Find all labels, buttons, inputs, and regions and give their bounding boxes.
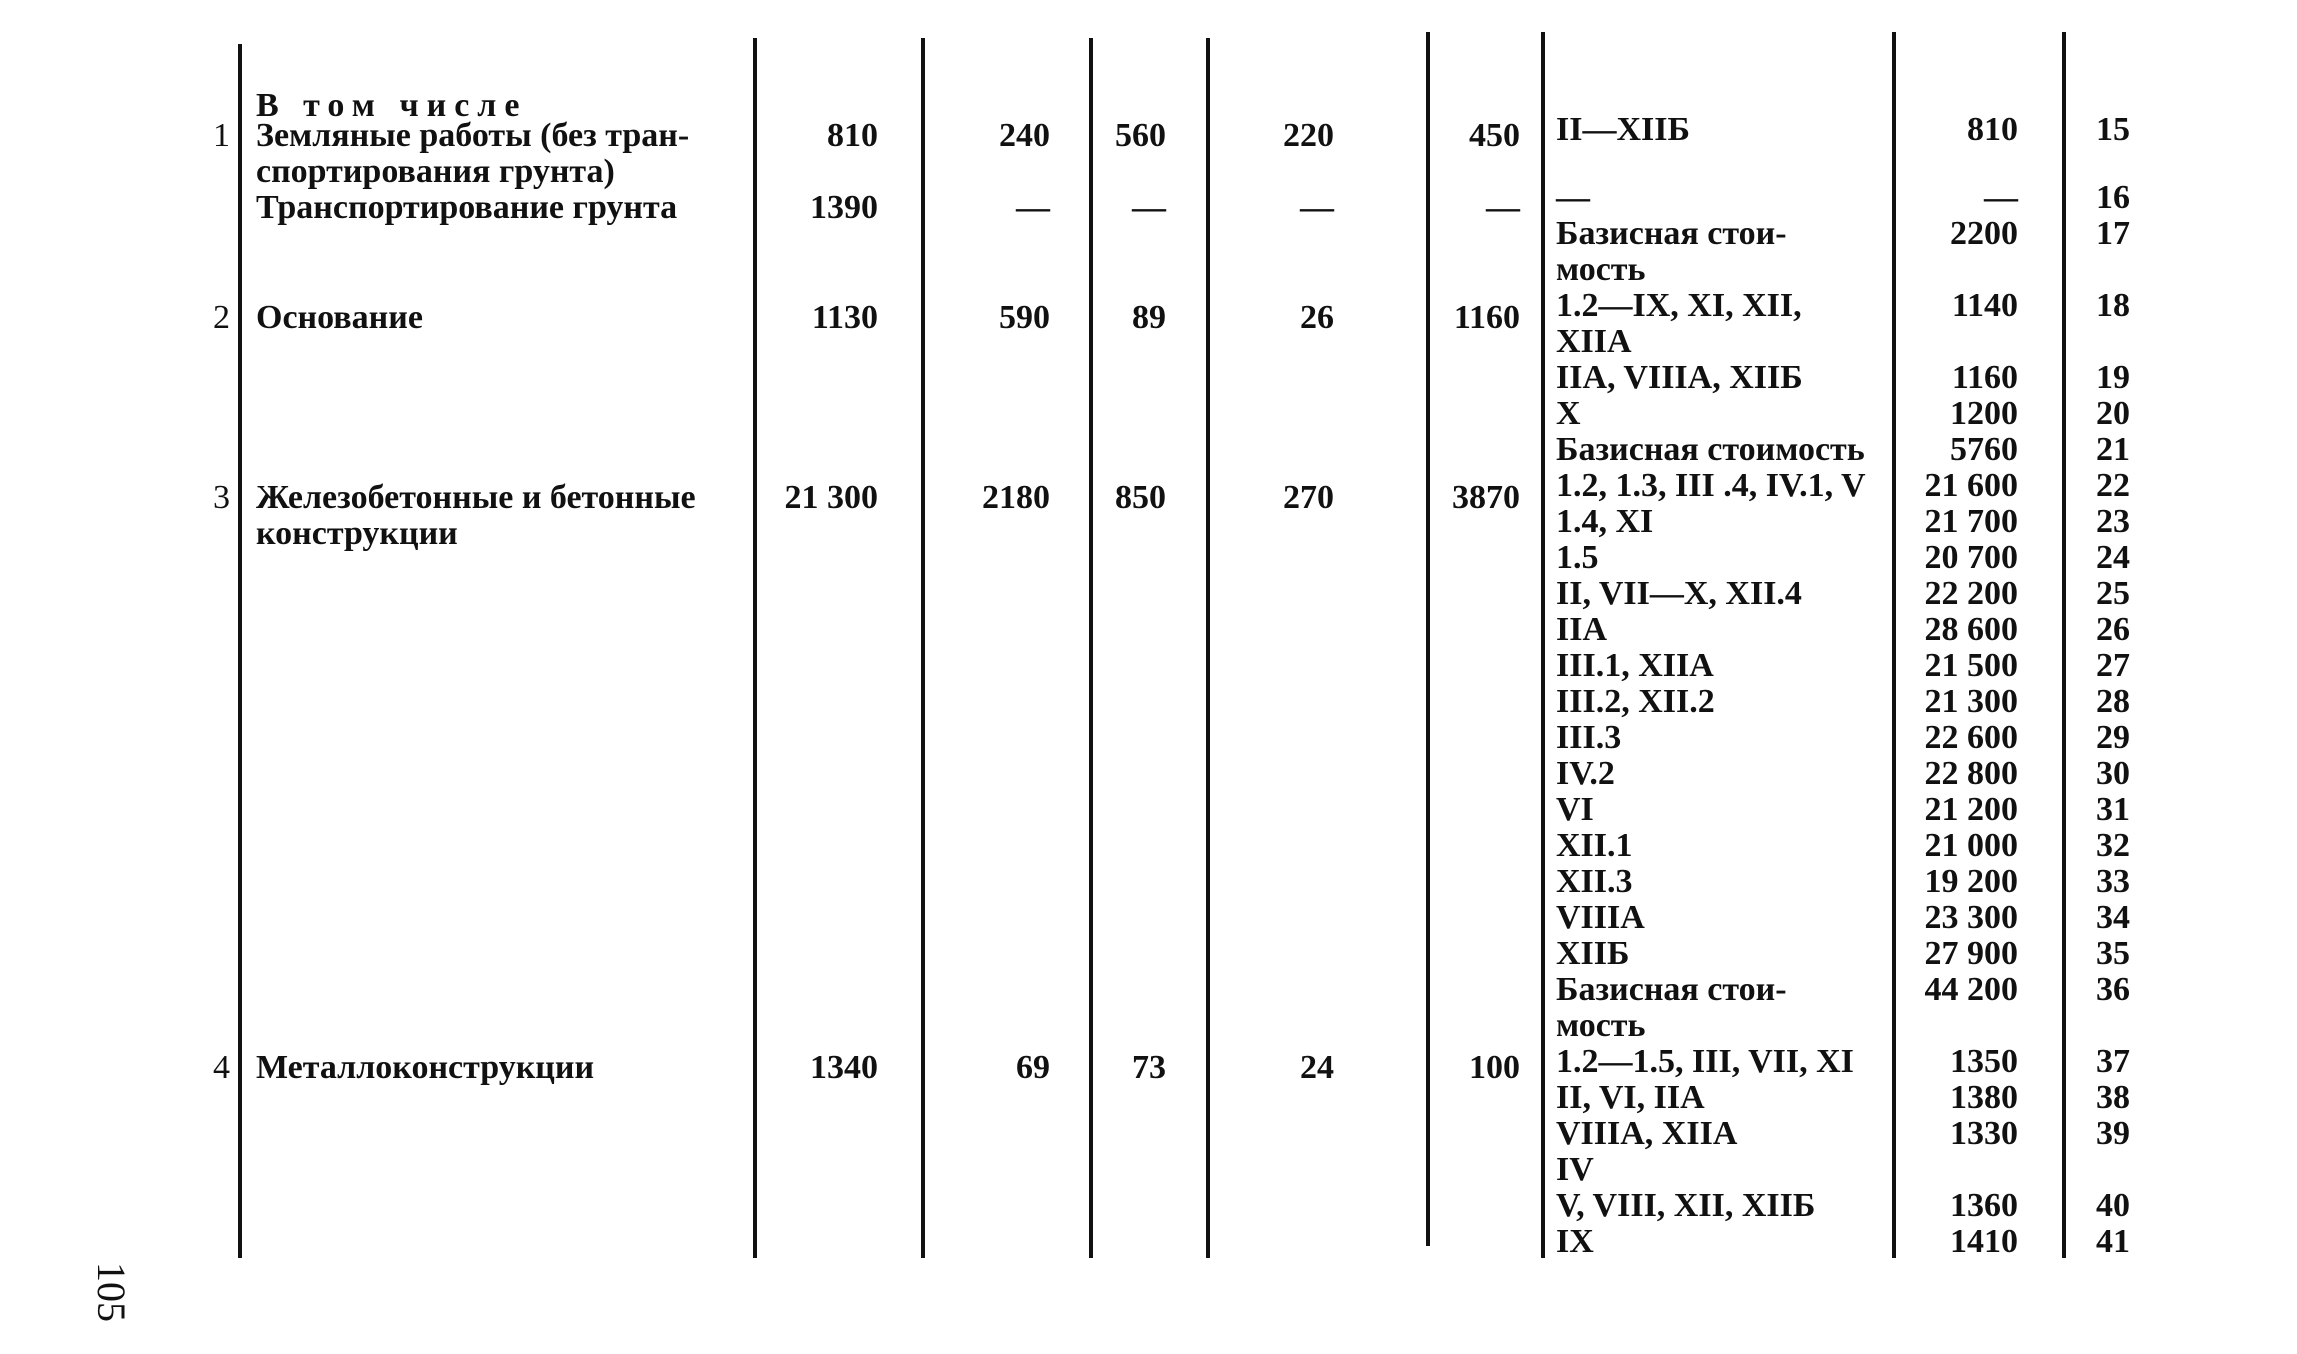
variant-label: VIIIA xyxy=(1556,899,1645,936)
variant-label: XII.1 xyxy=(1556,827,1633,864)
row-value-c2: 240 xyxy=(999,117,1050,154)
variant-label: 1.2—IX, XI, XII, xyxy=(1556,287,1802,324)
variant-label: VI xyxy=(1556,791,1594,828)
variant-id: 32 xyxy=(2096,827,2130,864)
variant-value: 19 200 xyxy=(1924,863,2018,900)
row-value-c3: 560 xyxy=(1115,117,1166,154)
column-rule xyxy=(2062,32,2066,1258)
row-description: Металлоконструкции xyxy=(256,1049,595,1086)
row-value-c1: 1130 xyxy=(811,299,878,336)
variant-value: 20 700 xyxy=(1924,539,2018,576)
page-number: 105 xyxy=(89,1262,134,1322)
row-value-c4: 26 xyxy=(1300,299,1334,336)
variant-label-continuation: IV xyxy=(1556,1151,1594,1188)
variant-value: 22 200 xyxy=(1924,575,2018,612)
variant-id: 30 xyxy=(2096,755,2130,792)
row-number: 4 xyxy=(213,1049,230,1086)
variant-value: 2200 xyxy=(1950,215,2018,252)
variant-label: VIIIA, XIIA xyxy=(1556,1115,1738,1152)
variant-label: IX xyxy=(1556,1223,1594,1260)
variant-value: 1200 xyxy=(1950,395,2018,432)
row-description: спортирования грунта) xyxy=(256,153,615,190)
variant-value: 21 500 xyxy=(1924,647,2018,684)
variant-id: 23 xyxy=(2096,503,2130,540)
row-number: 2 xyxy=(213,299,230,336)
row-number: 1 xyxy=(213,117,230,154)
row-value-c3: 73 xyxy=(1132,1049,1166,1086)
row-value-c2: 69 xyxy=(1016,1049,1050,1086)
variant-value: 22 600 xyxy=(1924,719,2018,756)
column-rule xyxy=(238,44,242,1258)
variant-value: 1330 xyxy=(1950,1115,2018,1152)
variant-label: II, VI, IIA xyxy=(1556,1079,1705,1116)
row-value-c3: 850 xyxy=(1115,479,1166,516)
variant-label: IIA xyxy=(1556,611,1608,648)
variant-value: 27 900 xyxy=(1924,935,2018,972)
variant-label: 1.2, 1.3, III .4, IV.1, V xyxy=(1556,467,1866,504)
variant-label: II, VII—X, XII.4 xyxy=(1556,575,1802,612)
variant-label: XII.3 xyxy=(1556,863,1633,900)
row-value-c5: 3870 xyxy=(1452,479,1520,516)
row-value-c2: — xyxy=(1016,189,1050,226)
variant-id: 27 xyxy=(2096,647,2130,684)
variant-id: 35 xyxy=(2096,935,2130,972)
variant-id: 36 xyxy=(2096,971,2130,1008)
variant-label-continuation: мость xyxy=(1556,1007,1646,1044)
variant-label: III.3 xyxy=(1556,719,1622,756)
variant-label: 1.4, XI xyxy=(1556,503,1654,540)
row-value-c2: 590 xyxy=(999,299,1050,336)
variant-value: 28 600 xyxy=(1924,611,2018,648)
variant-id: 38 xyxy=(2096,1079,2130,1116)
variant-label: 1.2—1.5, III, VII, XI xyxy=(1556,1043,1854,1080)
section-heading: В том числе xyxy=(256,87,528,124)
variant-id: 33 xyxy=(2096,863,2130,900)
column-rule xyxy=(1541,32,1545,1258)
variant-id: 37 xyxy=(2096,1043,2130,1080)
variant-id: 19 xyxy=(2096,359,2130,396)
variant-label-continuation: мость xyxy=(1556,251,1646,288)
variant-label-continuation: XIIA xyxy=(1556,323,1632,360)
variant-value: 1380 xyxy=(1950,1079,2018,1116)
variant-label: Базисная стои- xyxy=(1556,215,1787,252)
variant-label: V, VIII, XII, XIIБ xyxy=(1556,1187,1816,1224)
variant-id: 15 xyxy=(2096,111,2130,148)
variant-label: III.2, XII.2 xyxy=(1556,683,1715,720)
row-description: Транспортирование грунта xyxy=(256,189,678,226)
variant-id: 28 xyxy=(2096,683,2130,720)
row-value-c4: 24 xyxy=(1300,1049,1334,1086)
row-description: Земляные работы (без тран- xyxy=(256,117,690,154)
variant-value: 22 800 xyxy=(1924,755,2018,792)
row-value-c3: 89 xyxy=(1132,299,1166,336)
variant-id: 16 xyxy=(2096,179,2130,216)
variant-label: X xyxy=(1556,395,1581,432)
row-value-c4: 220 xyxy=(1283,117,1334,154)
row-value-c5: — xyxy=(1486,189,1520,226)
variant-label: Базисная стои- xyxy=(1556,971,1787,1008)
variant-label: II—XIIБ xyxy=(1556,111,1690,148)
variant-id: 24 xyxy=(2096,539,2130,576)
variant-value: 1140 xyxy=(1951,287,2018,324)
variant-value: 1410 xyxy=(1950,1223,2018,1260)
variant-value: 44 200 xyxy=(1924,971,2018,1008)
variant-value: 5760 xyxy=(1950,431,2018,468)
variant-id: 21 xyxy=(2096,431,2130,468)
variant-label: III.1, XIIA xyxy=(1556,647,1714,684)
variant-value: — xyxy=(1984,179,2018,216)
variant-label: IV.2 xyxy=(1556,755,1615,792)
variant-label: XIIБ xyxy=(1556,935,1630,972)
row-value-c5: 1160 xyxy=(1453,299,1520,336)
row-number: 3 xyxy=(213,479,230,516)
row-value-c5: 450 xyxy=(1469,117,1520,154)
variant-value: 1350 xyxy=(1950,1043,2018,1080)
row-value-c5: 100 xyxy=(1469,1049,1520,1086)
variant-id: 40 xyxy=(2096,1187,2130,1224)
variant-value: 21 600 xyxy=(1924,467,2018,504)
variant-value: 1360 xyxy=(1950,1187,2018,1224)
variant-value: 1160 xyxy=(1951,359,2018,396)
variant-value: 21 000 xyxy=(1924,827,2018,864)
variant-id: 31 xyxy=(2096,791,2130,828)
variant-id: 18 xyxy=(2096,287,2130,324)
variant-label: IIA, VIIIA, XIIБ xyxy=(1556,359,1803,396)
variant-label: — xyxy=(1556,179,1590,216)
row-description: Основание xyxy=(256,299,423,336)
row-value-c1: 810 xyxy=(827,117,878,154)
variant-value: 23 300 xyxy=(1924,899,2018,936)
variant-id: 39 xyxy=(2096,1115,2130,1152)
variant-id: 34 xyxy=(2096,899,2130,936)
row-value-c1: 1390 xyxy=(810,189,878,226)
variant-id: 26 xyxy=(2096,611,2130,648)
row-value-c4: — xyxy=(1300,189,1334,226)
row-value-c3: — xyxy=(1132,189,1166,226)
row-value-c2: 2180 xyxy=(982,479,1050,516)
row-value-c1: 21 300 xyxy=(784,479,878,516)
row-value-c4: 270 xyxy=(1283,479,1334,516)
variant-id: 20 xyxy=(2096,395,2130,432)
variant-id: 41 xyxy=(2096,1223,2130,1260)
variant-id: 25 xyxy=(2096,575,2130,612)
variant-value: 21 700 xyxy=(1924,503,2018,540)
variant-label: 1.5 xyxy=(1556,539,1599,576)
variant-id: 17 xyxy=(2096,215,2130,252)
row-description: конструкции xyxy=(256,515,458,552)
variant-value: 21 200 xyxy=(1924,791,2018,828)
variant-value: 21 300 xyxy=(1924,683,2018,720)
row-value-c1: 1340 xyxy=(810,1049,878,1086)
variant-label: Базисная стоимость xyxy=(1556,431,1865,468)
variant-value: 810 xyxy=(1967,111,2018,148)
variant-id: 22 xyxy=(2096,467,2130,504)
row-description: Железобетонные и бетонные xyxy=(256,479,696,516)
variant-id: 29 xyxy=(2096,719,2130,756)
